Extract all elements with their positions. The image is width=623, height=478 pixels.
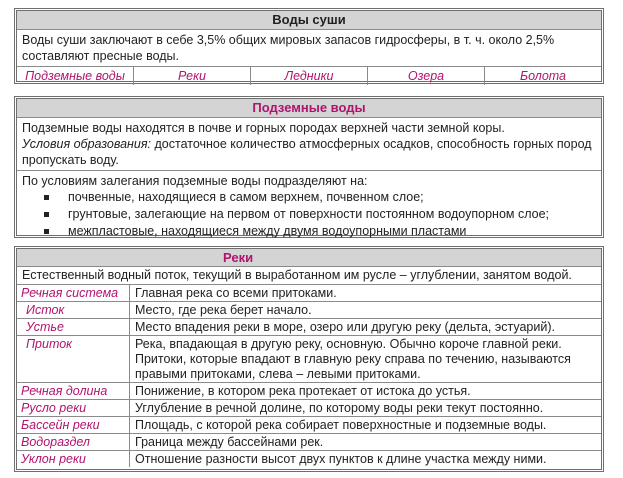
conditions-label: Условия образования: xyxy=(22,137,152,151)
groundwater-conditions xyxy=(22,136,596,168)
definition-mouth: Место впадения реки в море, озеро или другую реку (дельта, эстуарий). xyxy=(135,320,555,334)
category-swamps: Болота xyxy=(484,67,601,85)
rivers-definition: Естественный водный поток, текущий в выработанном им русле – углублении, занятом водой. xyxy=(22,268,572,282)
land-waters-text: Воды суши заключают в себе 3,5% общих мировых запасов гидросферы, в т. ч. около 2,5% составляют пресные воды. xyxy=(22,33,555,63)
term-tributary: Приток xyxy=(17,336,130,382)
groundwater-location: Подземные воды находятся в почве и горных породах верхней части земной коры. xyxy=(22,121,505,135)
definition-river-basin: Площадь, с которой река собирает поверхностные и подземные воды. xyxy=(135,418,547,432)
land-waters-box xyxy=(14,8,604,84)
list-item: грунтовые, залегающие на первом от поверхности постоянном водоупорном слое; xyxy=(44,206,596,223)
category-glaciers: Ледники xyxy=(250,67,367,85)
term-river-slope: Уклон реки xyxy=(17,451,130,467)
list-item: межпластовые, находящиеся между двумя водоупорными пластами xyxy=(44,223,596,240)
term-mouth: Устье xyxy=(17,319,130,335)
groundwater-box xyxy=(14,96,604,238)
category-rivers: Реки xyxy=(133,67,250,85)
conditions-text: достаточное количество атмосферных осадков, способность горных пород пропускать воду. xyxy=(22,137,592,167)
land-waters-title: Воды суши xyxy=(17,11,601,30)
classification-list xyxy=(22,189,596,240)
term-riverbed: Русло реки xyxy=(17,400,130,416)
table-row xyxy=(17,399,601,416)
classification-intro: По условиям залегания подземные воды подразделяют на: xyxy=(22,174,368,188)
groundwater-classification xyxy=(17,170,601,242)
category-lakes: Озера xyxy=(367,67,484,85)
term-source: Исток xyxy=(17,302,130,318)
table-row xyxy=(17,284,601,301)
definition-river-system: Главная река со всеми притоками. xyxy=(135,286,337,300)
table-row xyxy=(17,318,601,335)
table-row xyxy=(17,382,601,399)
definition-riverbed: Углубление в речной долине, по которому воды реки текут постоянно. xyxy=(135,401,544,415)
category-groundwater: Подземные воды xyxy=(25,69,125,83)
definition-tributary: Река, впадающая в другую реку, основную. Обычно короче главной реки. Притоки, которые впадают в главную реку справа по течению, называются правыми притоками, слева – левыми притоками. xyxy=(135,337,571,381)
rivers-title: Реки xyxy=(17,249,601,267)
definition-watershed: Граница между бассейнами рек. xyxy=(135,435,324,449)
term-river-basin: Бассейн реки xyxy=(17,417,130,433)
groundwater-title: Подземные воды xyxy=(17,99,601,118)
table-row xyxy=(17,301,601,318)
list-item: почвенные, находящиеся в самом верхнем, почвенном слое; xyxy=(44,189,596,206)
table-row xyxy=(17,416,601,433)
groundwater-description xyxy=(17,118,601,170)
definition-river-slope: Отношение разности высот двух пунктов к длине участка между ними. xyxy=(135,452,547,466)
table-row xyxy=(17,450,601,467)
table-row xyxy=(17,335,601,382)
table-row xyxy=(17,433,601,450)
term-river-system: Речная система xyxy=(17,285,130,301)
term-watershed: Водораздел xyxy=(17,434,130,450)
definition-river-valley: Понижение, в котором река протекает от истока до устья. xyxy=(135,384,471,398)
land-waters-categories xyxy=(17,66,601,85)
rivers-box xyxy=(14,246,604,472)
definition-source: Место, где река берет начало. xyxy=(135,303,312,317)
term-river-valley: Речная долина xyxy=(17,383,130,399)
